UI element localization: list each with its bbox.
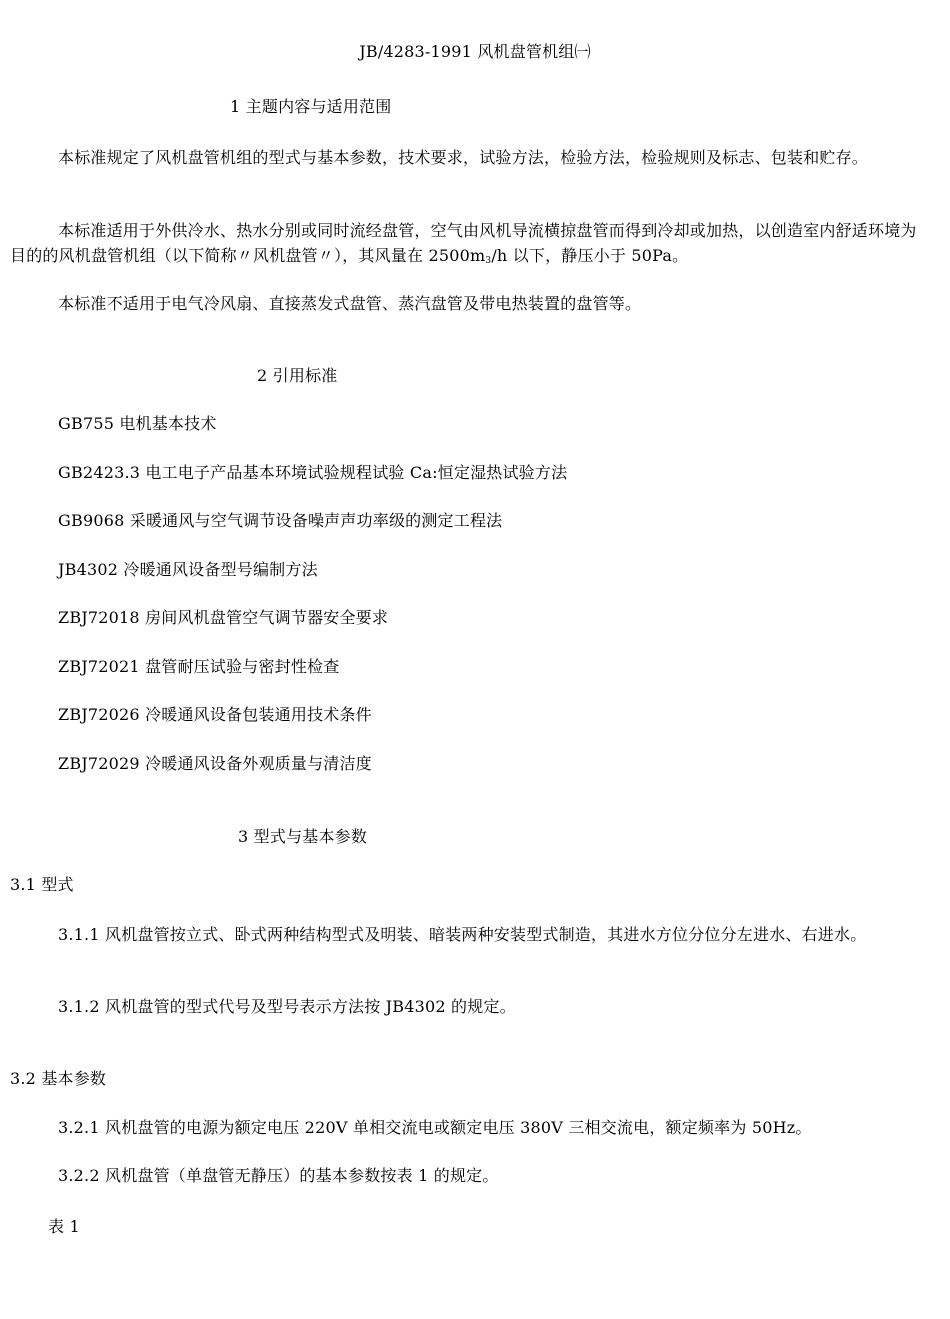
section-3-1-heading: 3.1 型式 [10, 875, 74, 894]
section-3-2-2-paragraph: 3.2.2 风机盘管（单盘管无静压）的基本参数按表 1 的规定。 [58, 1166, 499, 1185]
section-3-2-1-paragraph: 3.2.1 风机盘管的电源为额定电压 220V 单相交流电或额定电压 380V 三相交流电，额定频率为 50Hz。 [58, 1118, 812, 1137]
section-1-paragraph-2 [10, 218, 925, 274]
reference-item: GB755 电机基本技术 [58, 414, 217, 433]
document-title: JB/4283-1991 风机盘管机组㈠ [359, 42, 591, 61]
section-3-heading: 3 型式与基本参数 [238, 827, 368, 846]
section-1-heading: 1 主题内容与适用范围 [230, 97, 392, 116]
section-1-paragraph-3: 本标准不适用于电气冷风扇、直接蒸发式盘管、蒸汽盘管及带电热装置的盘管等。 [58, 294, 642, 313]
reference-item: JB4302 冷暖通风设备型号编制方法 [58, 560, 318, 579]
section-3-1-1-paragraph: 3.1.1 风机盘管按立式、卧式两种结构型式及明装、暗装两种安装型式制造，其进水方位分位分左进水、右进水。 [58, 925, 867, 944]
paragraph-2-text-end: /h 以下，静压小于 50Pa。 [491, 246, 689, 265]
reference-item: ZBJ72026 冷暖通风设备包装通用技术条件 [58, 705, 372, 724]
table-1-label: 表 1 [48, 1217, 80, 1236]
reference-item: ZBJ72029 冷暖通风设备外观质量与清洁度 [58, 754, 372, 773]
reference-item: ZBJ72021 盘管耐压试验与密封性检查 [58, 657, 340, 676]
section-1-paragraph-1: 本标准规定了风机盘管机组的型式与基本参数，技术要求，试验方法，检验方法，检验规则及标志、包装和贮存。 [58, 148, 869, 167]
section-3-2-heading: 3.2 基本参数 [10, 1069, 107, 1088]
reference-item: GB9068 采暖通风与空气调节设备噪声声功率级的测定工程法 [58, 511, 503, 530]
reference-item: ZBJ72018 房间风机盘管空气调节器安全要求 [58, 608, 389, 627]
section-3-1-2-paragraph: 3.1.2 风机盘管的型式代号及型号表示方法按 JB4302 的规定。 [58, 997, 516, 1016]
reference-item: GB2423.3 电工电子产品基本环境试验规程试验 Ca:恒定湿热试验方法 [58, 463, 568, 482]
section-2-heading: 2 引用标准 [257, 366, 338, 385]
paragraph-2-text-main: 本标准适用于外供冷水、热水分别或同时流经盘管，空气由风机导流横掠盘管而得到冷却或加热，以创造室内舒适环境为目的的风机盘管机组（以下简称〃风机盘管〃），其风量在 2500m [10, 221, 917, 265]
cubic-superscript: 3 [485, 256, 492, 266]
